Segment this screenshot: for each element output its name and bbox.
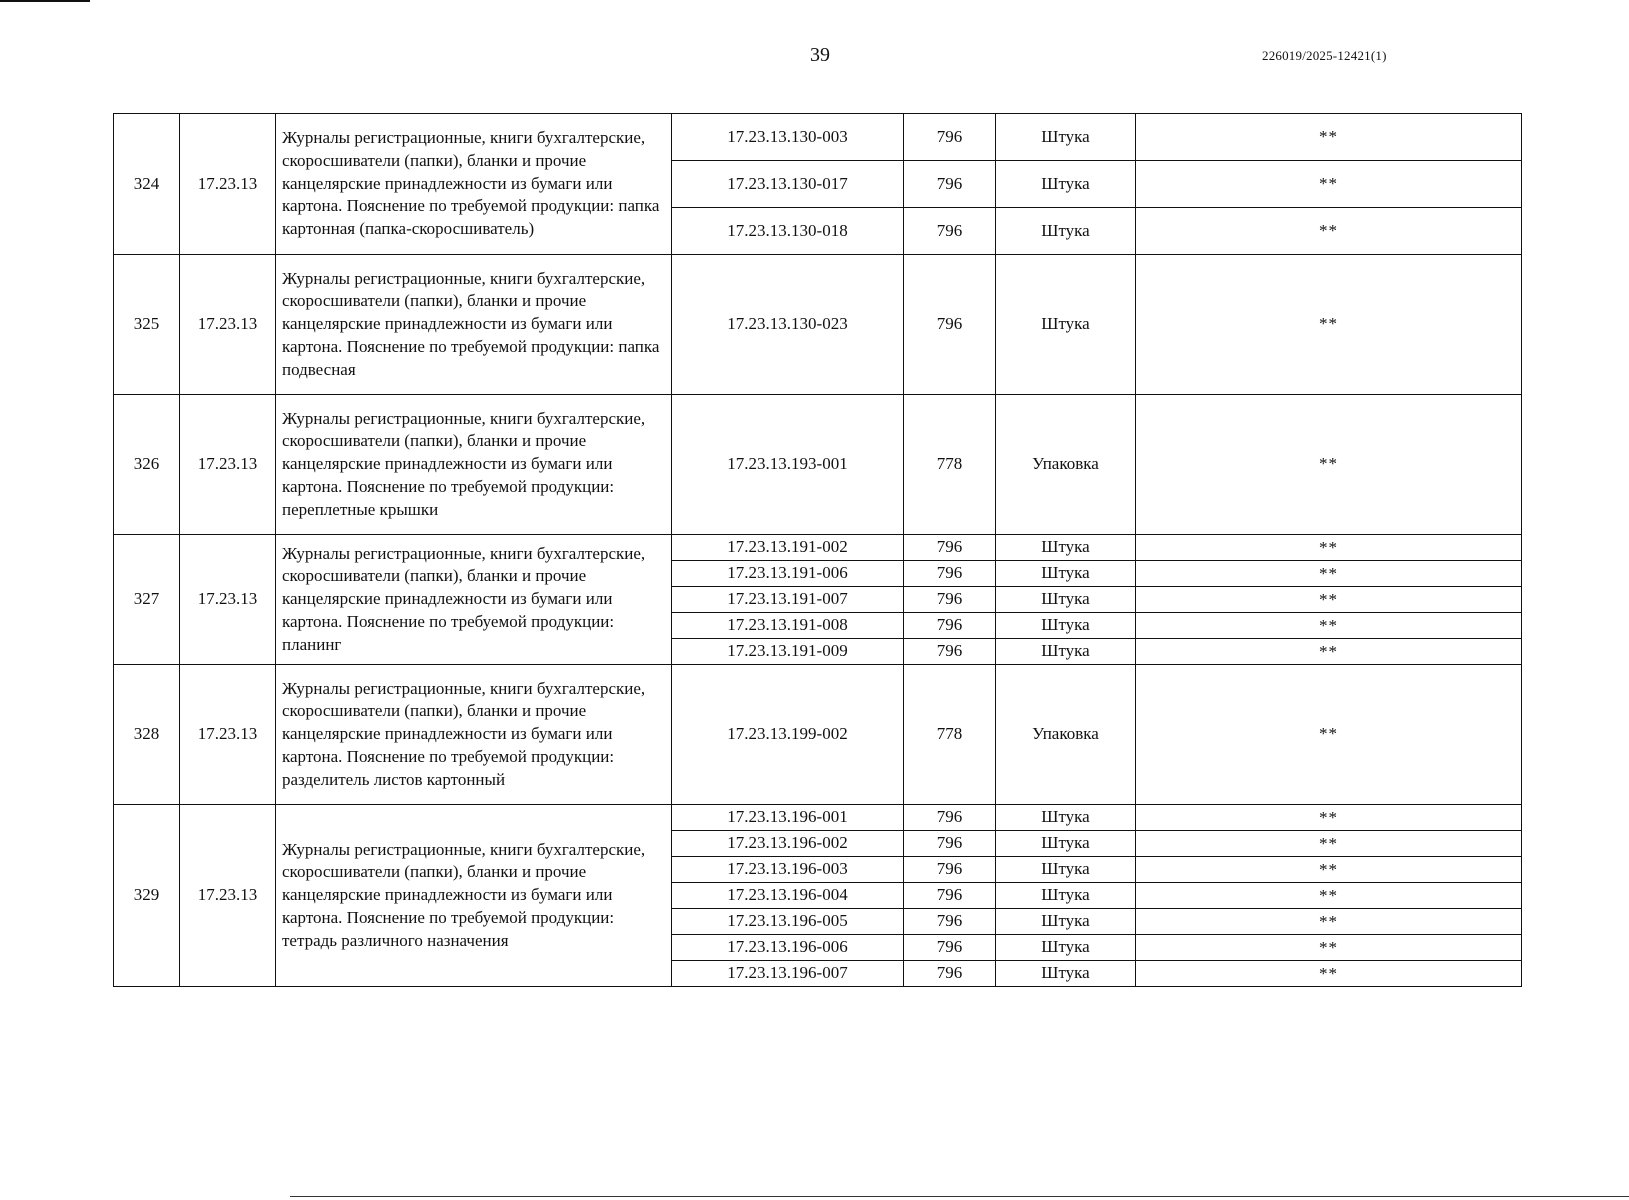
note-cell: **: [1136, 883, 1522, 909]
product-description-cell: Журналы регистрационные, книги бухгалтерские, скоросшиватели (папки), бланки и прочие канцелярские принадлежности из бумаги или картона. Пояснение по требуемой продукции: папка картонная (папка-скоросшиватель): [276, 114, 672, 255]
row-number-cell: 328: [114, 665, 180, 805]
note-cell: **: [1136, 665, 1522, 805]
note-cell: **: [1136, 831, 1522, 857]
okei-code-cell: 796: [904, 961, 996, 987]
note-cell: **: [1136, 535, 1522, 561]
okpd-code-cell: 17.23.13: [180, 114, 276, 255]
note-cell: **: [1136, 639, 1522, 665]
ktru-code-cell: 17.23.13.196-006: [672, 935, 904, 961]
product-description-cell: Журналы регистрационные, книги бухгалтерские, скоросшиватели (папки), бланки и прочие канцелярские принадлежности из бумаги или картона. Пояснение по требуемой продукции: переплетные крышки: [276, 395, 672, 535]
product-description-cell: Журналы регистрационные, книги бухгалтерские, скоросшиватели (папки), бланки и прочие канцелярские принадлежности из бумаги или картона. Пояснение по требуемой продукции: папка подвесная: [276, 255, 672, 395]
okei-code-cell: 796: [904, 857, 996, 883]
document-id: 226019/2025-12421(1): [1262, 48, 1387, 63]
ktru-code-cell: 17.23.13.196-001: [672, 805, 904, 831]
okei-code-cell: 796: [904, 805, 996, 831]
unit-name-cell: Штука: [996, 909, 1136, 935]
products-table: [113, 113, 1522, 987]
okei-code-cell: 796: [904, 255, 996, 395]
unit-name-cell: Штука: [996, 161, 1136, 208]
okei-code-cell: 778: [904, 665, 996, 805]
note-cell: **: [1136, 161, 1522, 208]
note-cell: **: [1136, 587, 1522, 613]
unit-name-cell: Штука: [996, 535, 1136, 561]
note-cell: **: [1136, 857, 1522, 883]
unit-name-cell: Штука: [996, 831, 1136, 857]
row-number-cell: 327: [114, 535, 180, 665]
ktru-code-cell: 17.23.13.191-008: [672, 613, 904, 639]
table-row: [114, 805, 1522, 831]
okei-code-cell: 796: [904, 561, 996, 587]
ktru-code-cell: 17.23.13.196-004: [672, 883, 904, 909]
okpd-code-cell: 17.23.13: [180, 395, 276, 535]
scan-corner-mark: [0, 0, 90, 2]
ktru-code-cell: 17.23.13.130-018: [672, 208, 904, 255]
unit-name-cell: Штука: [996, 639, 1136, 665]
okei-code-cell: 796: [904, 208, 996, 255]
unit-name-cell: Штука: [996, 961, 1136, 987]
okei-code-cell: 796: [904, 639, 996, 665]
unit-name-cell: Упаковка: [996, 395, 1136, 535]
ktru-code-cell: 17.23.13.191-009: [672, 639, 904, 665]
ktru-code-cell: 17.23.13.196-007: [672, 961, 904, 987]
okpd-code-cell: 17.23.13: [180, 665, 276, 805]
okei-code-cell: 796: [904, 831, 996, 857]
table-row: [114, 114, 1522, 161]
okpd-code-cell: 17.23.13: [180, 535, 276, 665]
row-number-cell: 329: [114, 805, 180, 987]
okpd-code-cell: 17.23.13: [180, 805, 276, 987]
ktru-code-cell: 17.23.13.196-002: [672, 831, 904, 857]
note-cell: **: [1136, 935, 1522, 961]
unit-name-cell: Штука: [996, 857, 1136, 883]
ktru-code-cell: 17.23.13.199-002: [672, 665, 904, 805]
note-cell: **: [1136, 208, 1522, 255]
row-number-cell: 325: [114, 255, 180, 395]
ktru-code-cell: 17.23.13.130-023: [672, 255, 904, 395]
unit-name-cell: Штука: [996, 208, 1136, 255]
ktru-code-cell: 17.23.13.191-007: [672, 587, 904, 613]
product-description-cell: Журналы регистрационные, книги бухгалтерские, скоросшиватели (папки), бланки и прочие канцелярские принадлежности из бумаги или картона. Пояснение по требуемой продукции: тетрадь различного назначения: [276, 805, 672, 987]
unit-name-cell: Упаковка: [996, 665, 1136, 805]
okei-code-cell: 796: [904, 883, 996, 909]
note-cell: **: [1136, 613, 1522, 639]
bottom-rule: [290, 1196, 1629, 1197]
unit-name-cell: Штука: [996, 587, 1136, 613]
ktru-code-cell: 17.23.13.196-005: [672, 909, 904, 935]
products-table-body: [114, 114, 1522, 987]
product-description-cell: Журналы регистрационные, книги бухгалтерские, скоросшиватели (папки), бланки и прочие канцелярские принадлежности из бумаги или картона. Пояснение по требуемой продукции: планинг: [276, 535, 672, 665]
note-cell: **: [1136, 961, 1522, 987]
unit-name-cell: Штука: [996, 883, 1136, 909]
note-cell: **: [1136, 909, 1522, 935]
row-number-cell: 326: [114, 395, 180, 535]
unit-name-cell: Штука: [996, 561, 1136, 587]
note-cell: **: [1136, 255, 1522, 395]
unit-name-cell: Штука: [996, 255, 1136, 395]
unit-name-cell: Штука: [996, 613, 1136, 639]
ktru-code-cell: 17.23.13.191-002: [672, 535, 904, 561]
row-number-cell: 324: [114, 114, 180, 255]
unit-name-cell: Штука: [996, 114, 1136, 161]
okei-code-cell: 796: [904, 161, 996, 208]
table-row: [114, 535, 1522, 561]
unit-name-cell: Штука: [996, 935, 1136, 961]
page-number: 39: [810, 44, 830, 66]
table-row: [114, 255, 1522, 395]
okei-code-cell: 796: [904, 587, 996, 613]
product-description-cell: Журналы регистрационные, книги бухгалтерские, скоросшиватели (папки), бланки и прочие канцелярские принадлежности из бумаги или картона. Пояснение по требуемой продукции: разделитель листов картонный: [276, 665, 672, 805]
note-cell: **: [1136, 114, 1522, 161]
okei-code-cell: 796: [904, 613, 996, 639]
unit-name-cell: Штука: [996, 805, 1136, 831]
okei-code-cell: 796: [904, 935, 996, 961]
okei-code-cell: 778: [904, 395, 996, 535]
table-row: [114, 395, 1522, 535]
note-cell: **: [1136, 395, 1522, 535]
ktru-code-cell: 17.23.13.191-006: [672, 561, 904, 587]
okpd-code-cell: 17.23.13: [180, 255, 276, 395]
ktru-code-cell: 17.23.13.193-001: [672, 395, 904, 535]
ktru-code-cell: 17.23.13.196-003: [672, 857, 904, 883]
okei-code-cell: 796: [904, 114, 996, 161]
ktru-code-cell: 17.23.13.130-017: [672, 161, 904, 208]
okei-code-cell: 796: [904, 535, 996, 561]
note-cell: **: [1136, 805, 1522, 831]
okei-code-cell: 796: [904, 909, 996, 935]
note-cell: **: [1136, 561, 1522, 587]
ktru-code-cell: 17.23.13.130-003: [672, 114, 904, 161]
table-row: [114, 665, 1522, 805]
